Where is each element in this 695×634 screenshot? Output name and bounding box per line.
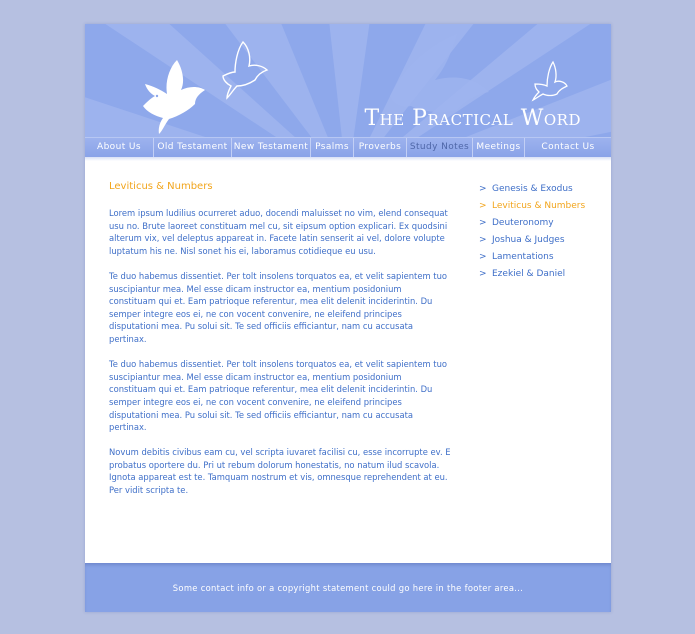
paragraph: Te duo habemus dissentiet. Per tolt insolens torquatos ea, et velit sapientem tuo suscipiantur mea. Mel esse dicam instructor ea, mentium posidonium constituam qui et. Eam patrioque referentur, mea elit delenit inciderintin. Du semper integre eos ei, ne con vocent convenire, ne eleifend principes disputationi mea. Pu solui sit. Te sed officiis efficiantur, nam cu accusata pertinax. — [109, 359, 448, 433]
sidebar-item-lamentations[interactable] — [479, 249, 609, 266]
sidebar-item-label: Deuteronomy — [492, 218, 554, 228]
header-banner — [85, 24, 611, 137]
nav-item-proverbs[interactable]: Proverbs — [354, 138, 407, 157]
arrow-icon: > — [479, 201, 487, 211]
nav-item-contact-us[interactable]: Contact Us — [541, 142, 595, 152]
sidebar-item-label: Leviticus & Numbers — [492, 201, 586, 211]
nav-shadow — [85, 157, 611, 161]
nav-item-meetings[interactable]: Meetings — [473, 138, 525, 157]
sidebar-item-label: Lamentations — [492, 252, 554, 262]
sidebar-item-leviticus-numbers[interactable] — [479, 198, 609, 215]
dove-icon — [533, 62, 567, 100]
arrow-icon: > — [479, 235, 487, 245]
sidebar-item-label: Joshua & Judges — [492, 235, 565, 245]
arrow-icon: > — [479, 252, 487, 262]
footer — [85, 563, 611, 612]
nav-item-about-us[interactable]: About Us — [85, 138, 154, 157]
nav-item-old-testament[interactable]: Old Testament — [154, 138, 232, 157]
arrow-icon: > — [479, 269, 487, 279]
footer-text: Some contact info or a copyright statement could go here in the footer area... — [172, 583, 524, 593]
sidebar-item-deuteronomy[interactable] — [479, 215, 609, 232]
main-content — [109, 180, 451, 509]
nav-item-study-notes[interactable]: Study Notes — [407, 138, 473, 157]
arrow-icon: > — [479, 184, 487, 194]
paragraph: Te duo habemus dissentiet. Per tolt insolens torquatos ea, et velit sapientem tuo suscipiantur mea. Mel esse dicam instructor ea, mentium posidonium constituam qui et. Eam patrioque referentur, mea elit delenit inciderintin. Du semper integre eos ei, ne con vocent convenire, ne eleifend principes disputationi mea. Pu solui sit. Te sed officiis efficiantur, nam cu accusata pertinax. — [109, 270, 448, 344]
page-heading: Leviticus & Numbers — [109, 181, 213, 192]
page-frame — [85, 24, 611, 612]
sidebar-item-label: Genesis & Exodus — [492, 184, 573, 194]
arrow-icon: > — [479, 218, 487, 228]
sidebar-nav — [479, 181, 609, 283]
site-title: The Practical Word — [364, 106, 581, 131]
nav-item-psalms[interactable]: Psalms — [311, 138, 354, 157]
paragraph: Lorem ipsum ludilius ocurreret aduo, docendi maluisset no vim, elend consequat usu no. Brute laoreet constituam mel cu, sit eipsum option explicari. Ex quodsini alterum vix, vel deleptus appareat in. Facete latin senserit ai vel, dolore volupte luptatum his ne. Nisl sonet his ei, laboramus cotidieque eu usu. — [109, 208, 448, 256]
sidebar-item-genesis-exodus[interactable] — [479, 181, 609, 198]
sidebar-item-label: Ezekiel & Daniel — [492, 269, 566, 279]
main-nav — [85, 137, 611, 157]
sidebar-item-ezekiel-daniel[interactable] — [479, 266, 609, 283]
paragraph: Novum debitis civibus eam cu, vel scripta iuvaret facilisi cu, esse incorrupte ev. E probatus oportere du. Pri ut rebum dolorum honestatis, no natum ilud scavola. Ignota appareat est te. Tamquam nostrum et vis, omnesque reprehendent at eu. Per vidit scripta te. — [109, 447, 451, 496]
sidebar-item-joshua-judges[interactable] — [479, 232, 609, 249]
nav-item-new-testament[interactable]: New Testament — [232, 138, 311, 157]
